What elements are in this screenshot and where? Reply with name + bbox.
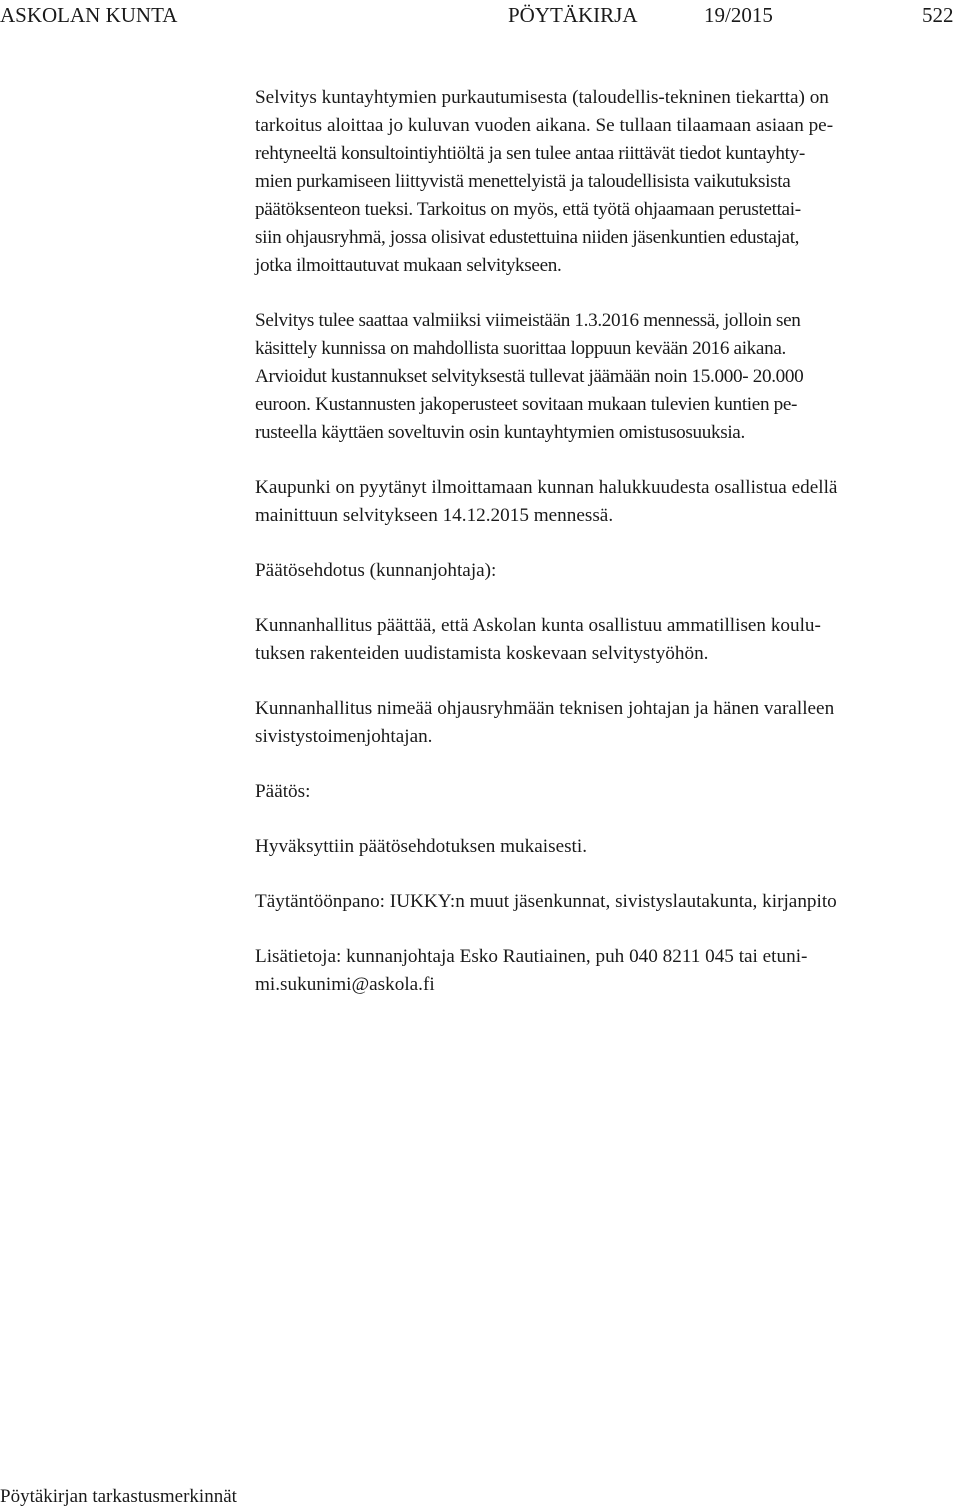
text-line: päätöksenteon tueksi. Tarkoitus on myös, että työtä ohjaamaan perustettai- bbox=[255, 199, 801, 220]
text-line: sivistystoimenjohtajan. bbox=[255, 726, 433, 747]
text-line: tarkoitus aloittaa jo kuluvan vuoden aikana. Se tullaan tilaamaan asiaan pe- bbox=[255, 115, 834, 136]
page-header bbox=[0, 0, 960, 30]
text-line: mainittuun selvitykseen 14.12.2015 mennessä. bbox=[255, 505, 614, 526]
text-line: mien purkamiseen liittyvistä menettelyistä ja taloudellisista vaikutuksista bbox=[255, 171, 791, 192]
header-organization: ASKOLAN KUNTA bbox=[0, 3, 178, 27]
text-line: jotka ilmoittautuvat mukaan selvitykseen. bbox=[255, 255, 562, 276]
text-line: tuksen rakenteiden uudistamista koskevaan selvitystyöhön. bbox=[255, 643, 709, 664]
minutes-body bbox=[255, 84, 955, 999]
header-document-number: 19/2015 bbox=[704, 3, 773, 27]
text-line: siin ohjausryhmä, jossa olisivat edustettuina niiden jäsenkuntien edustajat, bbox=[255, 227, 800, 248]
text-line: Kaupunki on pyytänyt ilmoittamaan kunnan halukkuudesta osallistua edellä bbox=[255, 477, 838, 498]
text-line: rusteella käyttäen soveltuvin osin kuntayhtymien omistusosuuksia. bbox=[255, 422, 745, 443]
contact-info bbox=[255, 943, 955, 999]
text-line: Selvitys tulee saattaa valmiiksi viimeistään 1.3.2016 mennessä, jolloin sen bbox=[255, 310, 801, 331]
paragraph-survey-intro bbox=[255, 84, 955, 280]
text-line: Selvitys kuntayhtymien purkautumisesta (taloudellis-tekninen tiekartta) on bbox=[255, 87, 829, 108]
text-line: euroon. Kustannusten jakoperusteet sovitaan mukaan tulevien kuntien pe- bbox=[255, 394, 798, 415]
text-line: rehtyneeltä konsultointiyhtiöltä ja sen tulee antaa riittävät tiedot kuntayhty- bbox=[255, 143, 805, 164]
text-line: Kunnanhallitus päättää, että Askolan kunta osallistuu ammatillisen koulu- bbox=[255, 615, 821, 636]
text-line: Kunnanhallitus nimeää ohjausryhmään teknisen johtajan ja hänen varalleen bbox=[255, 698, 835, 719]
implementation-line: Täytäntöönpano: IUKKY:n muut jäsenkunnat, sivistyslautakunta, kirjanpito bbox=[255, 891, 837, 912]
page-footer: Pöytäkirjan tarkastusmerkinnät bbox=[0, 1486, 237, 1507]
paragraph-city-request bbox=[255, 474, 955, 530]
proposal-paragraph-steering-group bbox=[255, 695, 955, 751]
text-line: mi.sukunimi@askola.fi bbox=[255, 974, 435, 995]
text-line: käsittely kunnissa on mahdollista suorittaa loppuun kevään 2016 aikana. bbox=[255, 338, 786, 359]
decision-heading: Päätös: bbox=[255, 781, 311, 802]
paragraph-schedule-costs bbox=[255, 307, 955, 447]
text-line: Lisätietoja: kunnanjohtaja Esko Rautiainen, puh 040 8211 045 tai etuni- bbox=[255, 946, 808, 967]
header-document-type: PÖYTÄKIRJA bbox=[508, 3, 638, 27]
proposal-heading: Päätösehdotus (kunnanjohtaja): bbox=[255, 560, 497, 581]
decision-text: Hyväksyttiin päätösehdotuksen mukaisesti. bbox=[255, 836, 588, 857]
header-page-number: 522 bbox=[922, 3, 954, 27]
proposal-paragraph-participation bbox=[255, 612, 955, 668]
text-line: Arvioidut kustannukset selvityksestä tullevat jäämään noin 15.000- 20.000 bbox=[255, 366, 804, 387]
